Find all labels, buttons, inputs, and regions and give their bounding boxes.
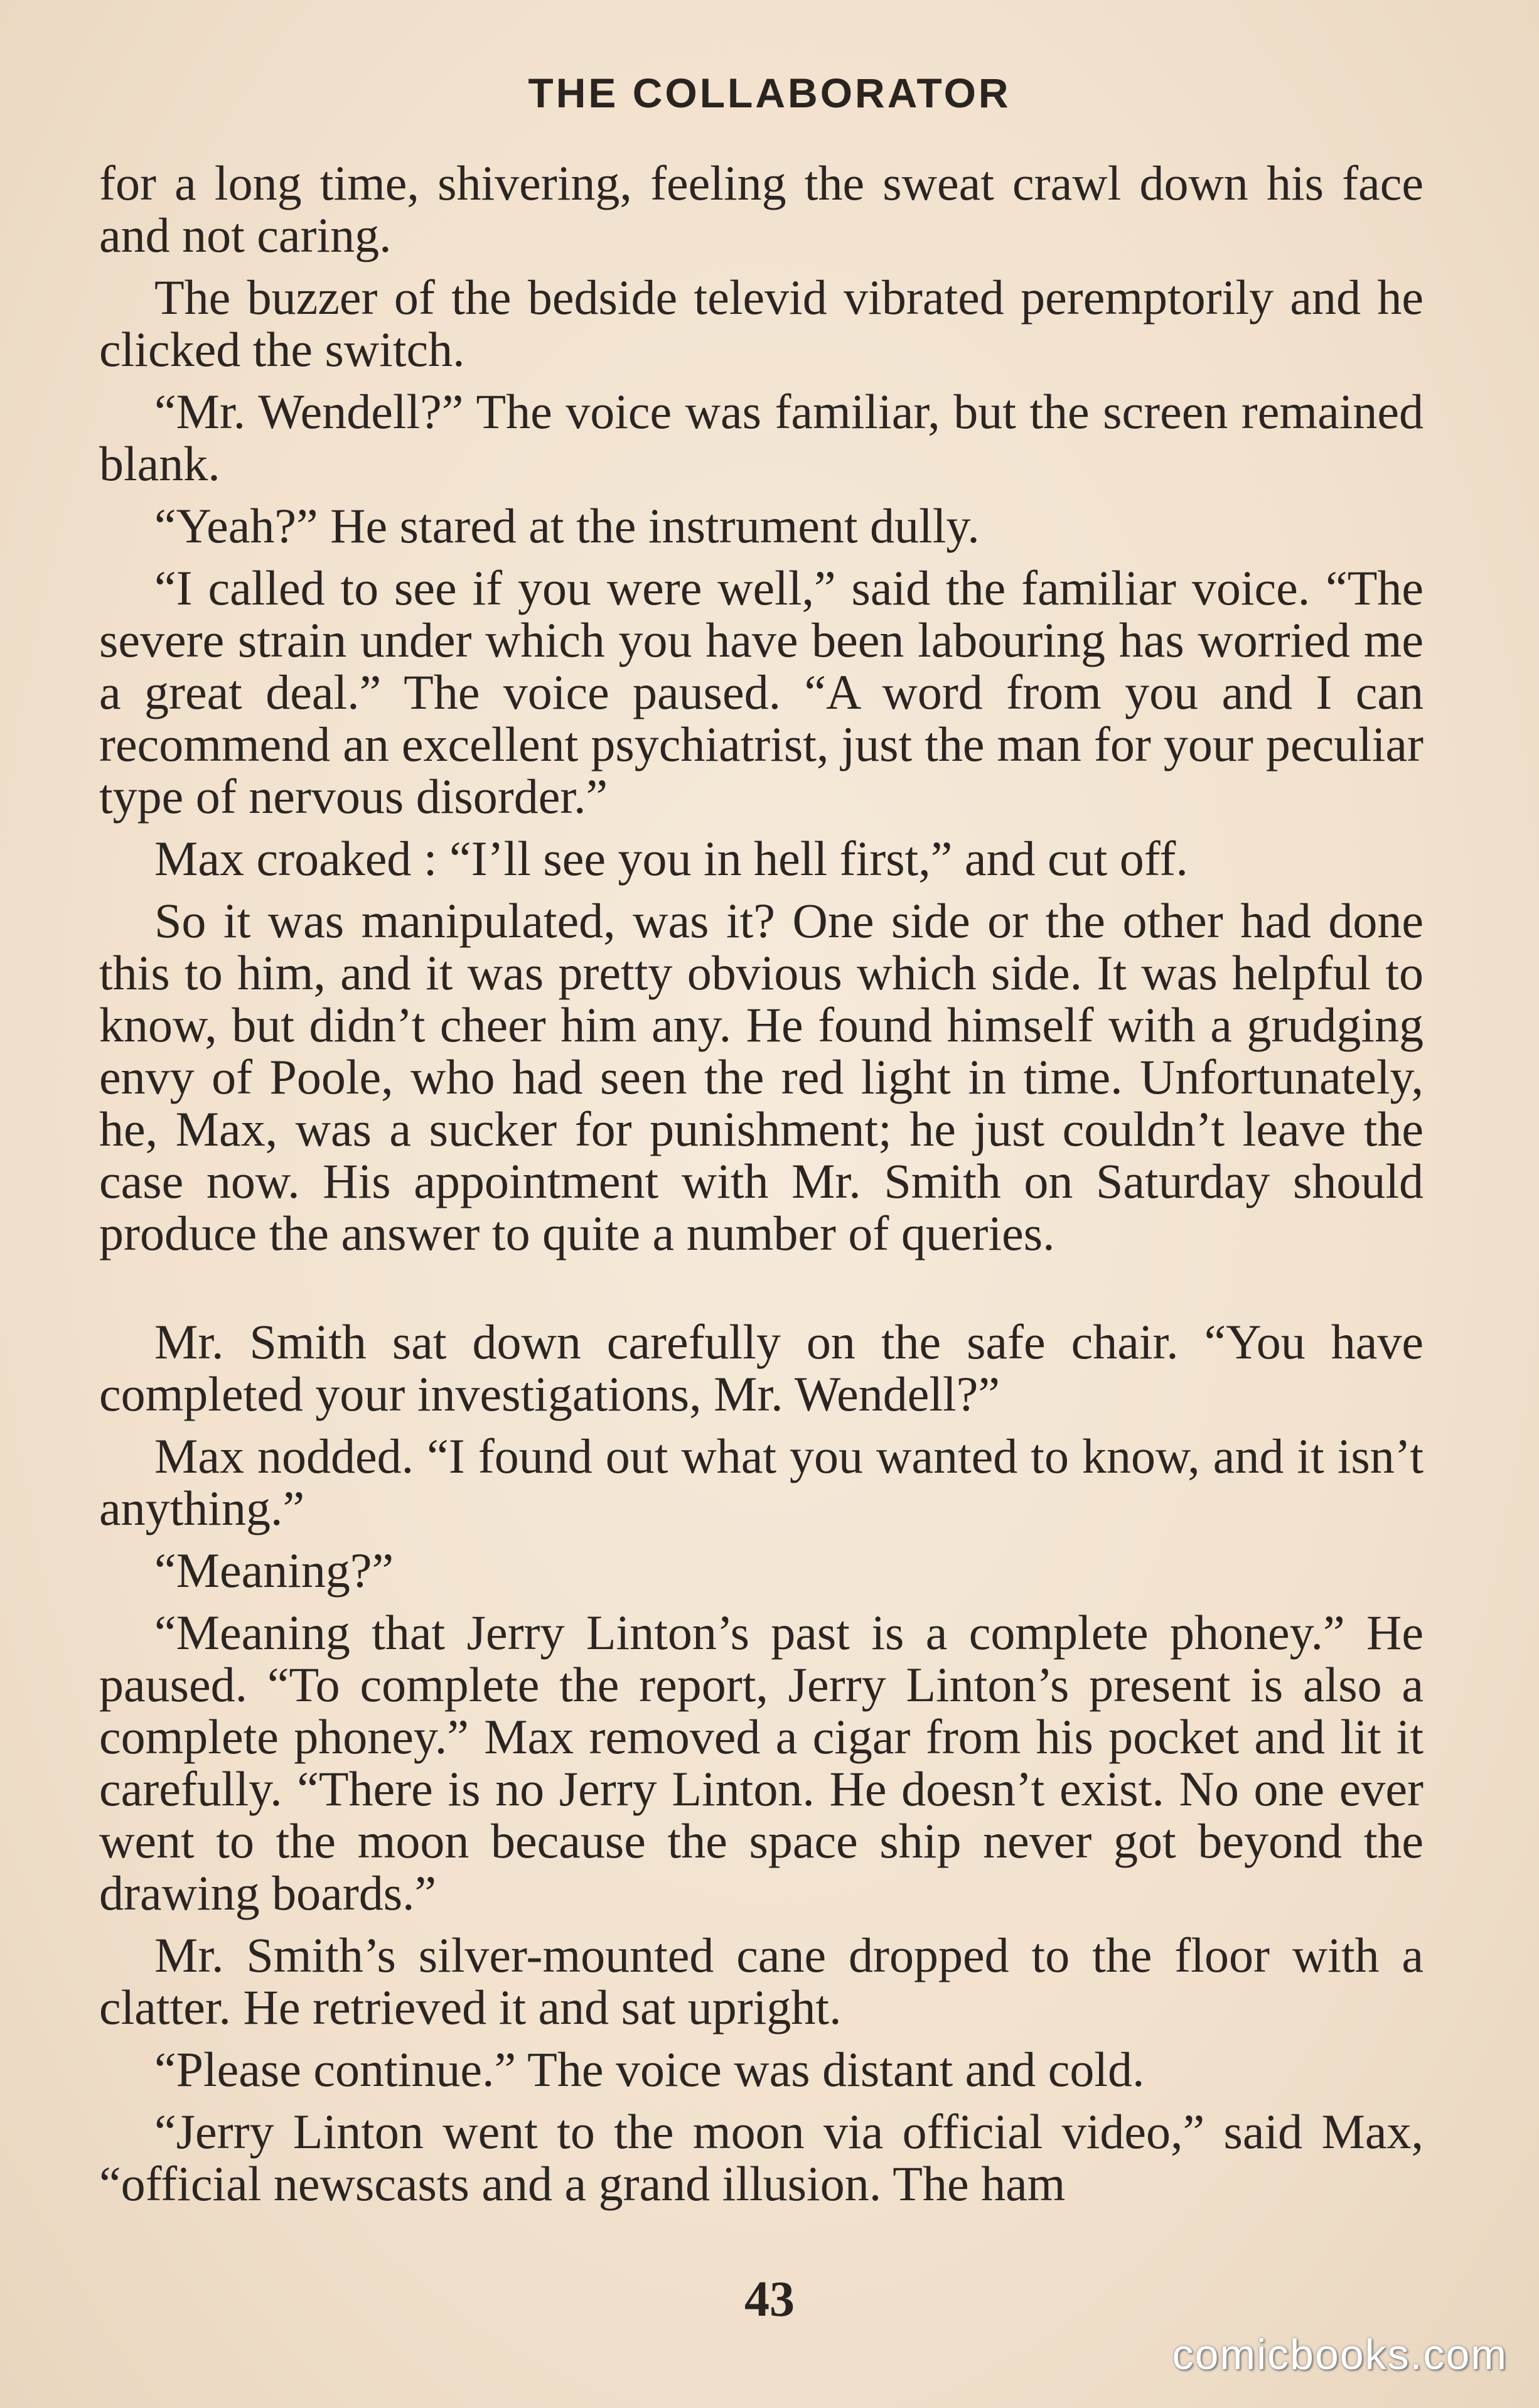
page-number: 43	[744, 2272, 795, 2327]
paragraph: “Meaning that Jerry Linton’s past is a complete phoney.” He paused. “To complete the report, Jerry Linton’s present is also a complete phoney.” Max removed a cigar from his pocket and lit it carefully. “There is no Jerry Linton. He doesn’t exist. No one ever went to the moon because the space ship never got beyond the drawing boards.”	[99, 1605, 1424, 1920]
paragraph: The buzzer of the bedside televid vibrated peremptorily and he clicked the switch.	[99, 270, 1424, 377]
paragraph: Mr. Smith’s silver-mounted cane dropped to the floor with a clatter. He retrieved it and sat upright.	[99, 1928, 1424, 2034]
paragraph: “Yeah?” He stared at the instrument dully.	[154, 498, 980, 553]
paragraph: “Please continue.” The voice was distant and cold.	[154, 2042, 1145, 2097]
paragraph: “Jerry Linton went to the moon via official video,” said Max, “official newscasts and a grand illusion. The ham	[99, 2104, 1424, 2211]
paragraph: Max nodded. “I found out what you wanted to know, and it isn’t anything.”	[99, 1429, 1424, 1535]
paragraph: “I called to see if you were well,” said the familiar voice. “The severe strain under which you have been labouring has worried me a great deal.” The voice paused. “A word from you and I can recommend an excellent psychiatrist, just the man for your peculiar type of nervous disorder.”	[99, 561, 1424, 824]
paragraph: So it was manipulated, was it? One side or the other had done this to him, and it was pretty obvious which side. It was helpful to know, but didn’t cheer him any. He found himself with a grudging envy of Poole, who had seen the red light in time. Unfortunately, he, Max, was a sucker for punishment; he just couldn’t leave the case now. His appointment with Mr. Smith on Saturday should produce the answer to quite a number of queries.	[99, 893, 1424, 1260]
body-text	[99, 157, 1424, 2220]
paragraph: Max croaked : “I’ll see you in hell first,” and cut off.	[154, 831, 1188, 886]
paragraph: “Meaning?”	[154, 1543, 394, 1598]
paragraph: for a long time, shivering, feeling the sweat crawl down his face and not caring.	[99, 156, 1424, 262]
paragraph: “Mr. Wendell?” The voice was familiar, but the screen remained blank.	[99, 384, 1424, 491]
paragraph: Mr. Smith sat down carefully on the safe chair. “You have completed your investigations, Mr. Wendell?”	[99, 1314, 1424, 1421]
running-header: THE COLLABORATOR	[528, 70, 1011, 116]
watermark: comicbooks.com	[1172, 2331, 1508, 2378]
